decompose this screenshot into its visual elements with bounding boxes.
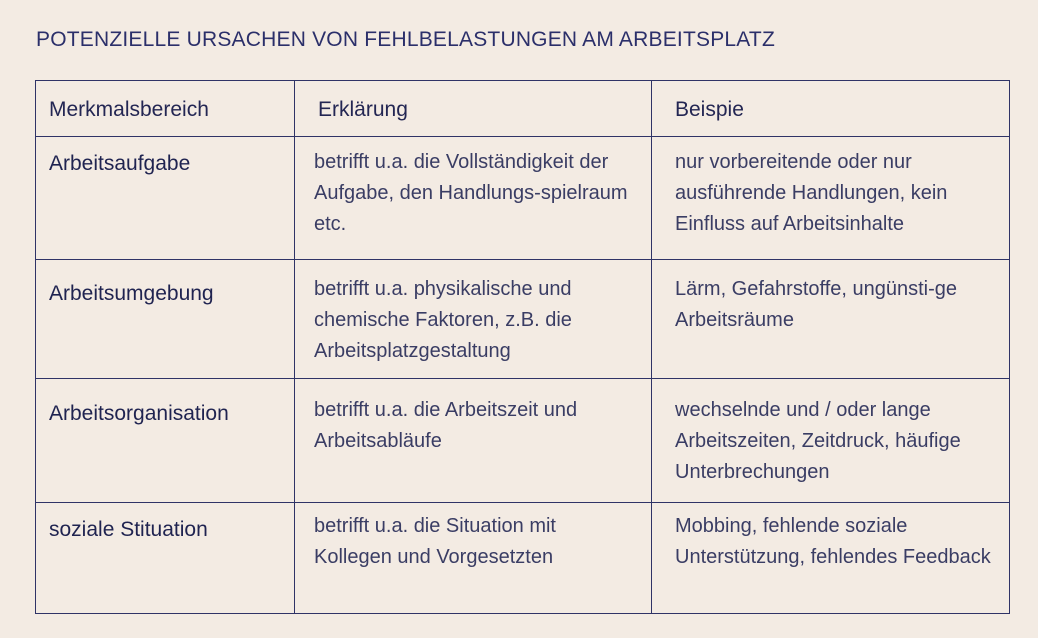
erklaerung-text: betrifft u.a. die Situation mit Kollegen und Vorgesetzten [314, 515, 556, 568]
page-title: POTENZIELLE URSACHEN VON FEHLBELASTUNGEN AM ARBEITSPLATZ [36, 28, 775, 51]
beispiel-text: Lärm, Gefahrstoffe, ungünsti-ge Arbeitsräume [675, 278, 958, 331]
table-row [36, 137, 1010, 260]
cell-bereich [36, 379, 295, 503]
erklaerung-text: betrifft u.a. die Vollständigkeit der Aufgabe, den Handlungs-spielraum etc. [314, 151, 628, 235]
table-row [36, 260, 1010, 379]
bereich-text: Arbeitsumgebung [49, 282, 214, 305]
cell-erklaerung [295, 503, 652, 614]
column-header-label: Merkmalsbereich [49, 98, 209, 121]
cell-bereich [36, 260, 295, 379]
column-header-label: Beispie [675, 98, 744, 121]
cell-erklaerung [295, 379, 652, 503]
bereich-text: Arbeitsaufgabe [49, 152, 191, 175]
cell-beispiel [652, 379, 1010, 503]
cell-bereich [36, 137, 295, 260]
beispiel-text: nur vorbereitende oder nur ausführende Handlungen, kein Einfluss auf Arbeitsinhalte [675, 151, 948, 235]
cell-beispiel [652, 503, 1010, 614]
header-cell-erklaerung [295, 81, 652, 137]
cell-beispiel [652, 137, 1010, 260]
beispiel-text: Mobbing, fehlende soziale Unterstützung, fehlendes Feedback [675, 515, 991, 568]
beispiel-text: wechselnde und / oder lange Arbeitszeiten, Zeitdruck, häufige Unterbrechungen [675, 399, 961, 483]
erklaerung-text: betrifft u.a. physikalische und chemische Faktoren, z.B. die Arbeitsplatzgestaltung [314, 278, 572, 362]
header-cell-beispiel [652, 81, 1010, 137]
table-row [36, 503, 1010, 614]
erklaerung-text: betrifft u.a. die Arbeitszeit und Arbeitsabläufe [314, 399, 578, 452]
cell-bereich [36, 503, 295, 614]
causes-table [35, 80, 1010, 614]
cell-erklaerung [295, 260, 652, 379]
bereich-text: Arbeitsorganisation [49, 402, 229, 425]
header-cell-merkmalsbereich [36, 81, 295, 137]
column-header-label: Erklärung [318, 98, 408, 121]
bereich-text: soziale Stituation [49, 518, 208, 541]
table-header-row [36, 81, 1010, 137]
table-row [36, 379, 1010, 503]
cell-beispiel [652, 260, 1010, 379]
cell-erklaerung [295, 137, 652, 260]
